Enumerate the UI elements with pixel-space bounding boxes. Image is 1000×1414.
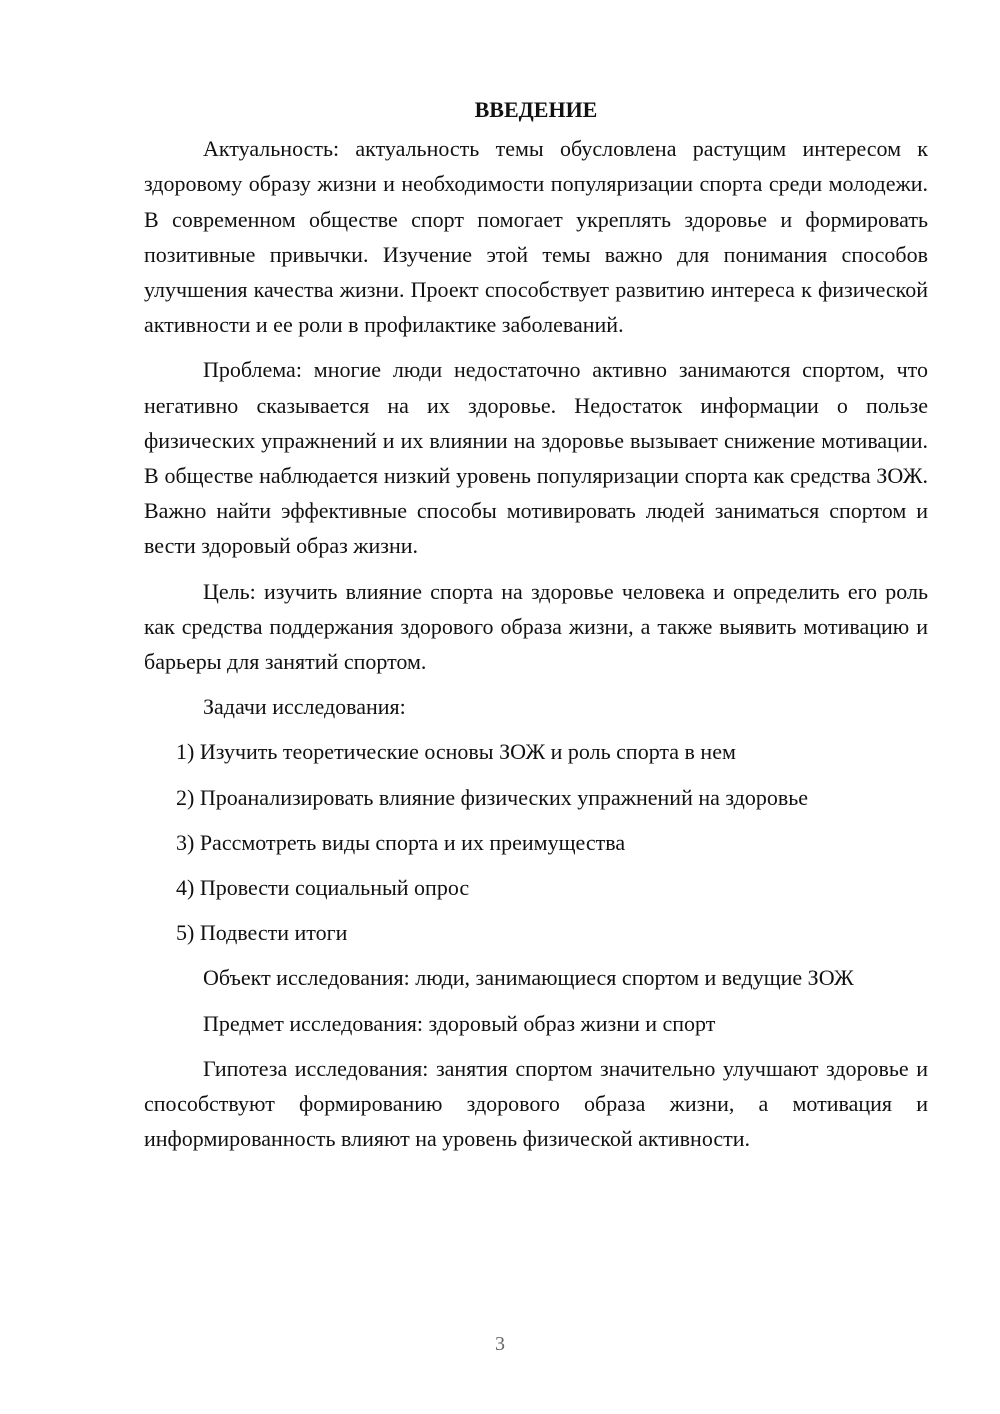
paragraph-object: Объект исследования: люди, занимающиеся спортом и ведущие ЗОЖ xyxy=(203,965,854,991)
tasks-list xyxy=(144,734,928,950)
paragraph-tasks-title: Задачи исследования: xyxy=(203,694,406,720)
page-number: 3 xyxy=(495,1333,505,1355)
paragraph-hypothesis: Гипотеза исследования: занятия спортом значительно улучшают здоровье и способствуют формированию здорового образа жизни, а мотивация и информированность влияют на уровень физической активности. xyxy=(144,1055,928,1152)
page-title: ВВЕДЕНИЕ xyxy=(474,97,598,122)
list-item: 5) Подвести итоги xyxy=(176,920,348,946)
list-item: 1) Изучить теоретические основы ЗОЖ и роль спорта в нем xyxy=(176,739,736,765)
list-item: 4) Провести социальный опрос xyxy=(176,875,470,901)
paragraph-goal: Цель: изучить влияние спорта на здоровье человека и определить его роль как средства поддержания здорового образа жизни, а также выявить мотивацию и барьеры для занятий спортом. xyxy=(144,578,928,675)
paragraph-relevance: Актуальность: актуальность темы обусловлена растущим интересом к здоровому образу жизни и необходимости популяризации спорта среди молодежи. В современном обществе спорт помогает укреплять здоровье и формировать позитивные привычки. Изучение этой темы важно для понимания способов улучшения качества жизни. Проект способствует развитию интереса к физической активности и ее роли в профилактике заболеваний. xyxy=(144,136,928,338)
list-item: 3) Рассмотреть виды спорта и их преимущества xyxy=(176,829,626,855)
list-item: 2) Проанализировать влияние физических упражнений на здоровье xyxy=(176,784,809,810)
document-page xyxy=(144,92,928,1166)
paragraph-problem: Проблема: многие люди недостаточно активно занимаются спортом, что негативно сказывается на их здоровье. Недостаток информации о пользе физических упражнений и их влиянии на здоровье вызывает снижение мотивации. В обществе наблюдается низкий уровень популяризации спорта как средства ЗОЖ. Важно найти эффективные способы мотивировать людей заниматься спортом и вести здоровый образ жизни. xyxy=(144,357,928,559)
paragraph-subject: Предмет исследования: здоровый образ жизни и спорт xyxy=(203,1010,716,1036)
